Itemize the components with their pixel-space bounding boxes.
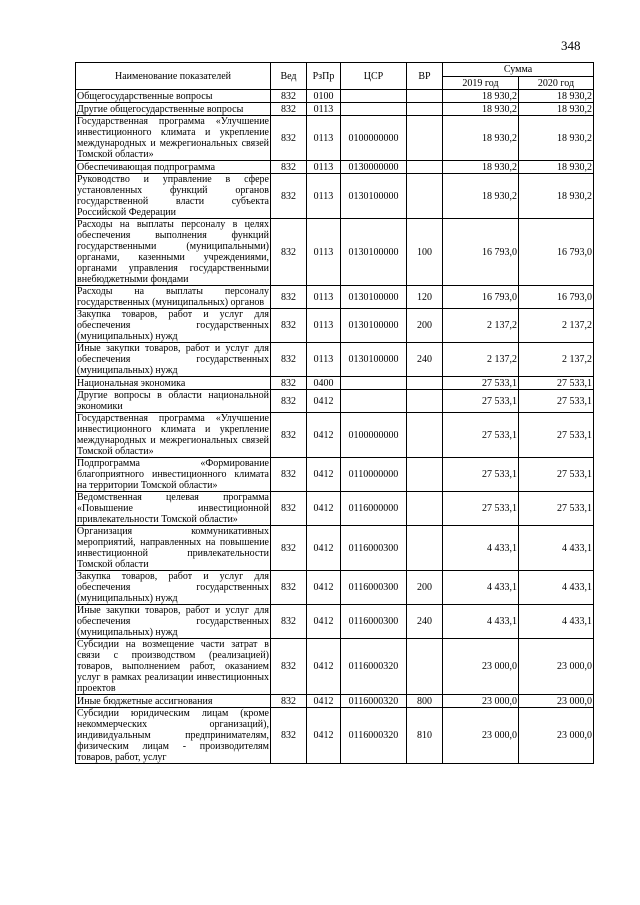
table-cell-csr: 0116000300 [341, 526, 407, 571]
table-cell-vr [407, 174, 443, 219]
table-cell-rzpr: 0113 [307, 174, 341, 219]
table-row [76, 103, 594, 116]
table-cell-2020: 27 533,1 [519, 413, 594, 458]
table-cell-vr: 810 [407, 708, 443, 764]
table-cell-csr [341, 377, 407, 390]
table-cell-2019: 2 137,2 [443, 343, 519, 377]
header-2020: 2020 год [519, 77, 594, 90]
table-cell-vr [407, 526, 443, 571]
table-cell-csr: 0116000320 [341, 708, 407, 764]
table-cell-ved: 832 [271, 219, 307, 286]
table-cell-csr [341, 90, 407, 103]
table-cell-ved: 832 [271, 161, 307, 174]
table-cell-csr: 0116000320 [341, 695, 407, 708]
table-cell-csr: 0110000000 [341, 458, 407, 492]
table-cell-name: Ведомственная целевая программа «Повышение инвестиционной привлекательности Томской области» [77, 492, 269, 525]
table-cell-ved: 832 [271, 390, 307, 413]
table-cell-csr: 0130100000 [341, 343, 407, 377]
table-row [76, 695, 594, 708]
table-row [76, 219, 594, 286]
table-cell-name: Национальная экономика [76, 377, 271, 390]
table-cell-ved: 832 [271, 343, 307, 377]
table-cell-2019: 18 930,2 [443, 116, 519, 161]
table-cell-2019: 23 000,0 [443, 639, 519, 695]
table-cell-rzpr: 0113 [307, 116, 341, 161]
table-cell-vr [407, 492, 443, 526]
table-row [76, 286, 594, 309]
table-cell-ved: 832 [271, 116, 307, 161]
table-cell-rzpr: 0412 [307, 458, 341, 492]
table-cell-2020: 18 930,2 [519, 90, 594, 103]
table-cell-2019: 27 533,1 [443, 458, 519, 492]
table-cell-ved: 832 [271, 571, 307, 605]
table-cell-2020: 27 533,1 [519, 492, 594, 526]
table-cell-csr: 0130100000 [341, 174, 407, 219]
table-row [76, 526, 594, 571]
table-cell-name: Организация коммуникативных мероприятий, направленных на повышение инвестиционной привлекательности Томской области [77, 526, 269, 570]
table-cell-2019: 18 930,2 [443, 174, 519, 219]
table-cell-ved: 832 [271, 708, 307, 764]
table-cell-rzpr: 0113 [307, 343, 341, 377]
table-cell-vr [407, 413, 443, 458]
table-cell-csr: 0100000000 [341, 116, 407, 161]
table-cell-2020: 23 000,0 [519, 695, 594, 708]
table-cell-vr: 240 [407, 343, 443, 377]
table-cell-ved: 832 [271, 492, 307, 526]
table-cell-csr: 0116000000 [341, 492, 407, 526]
table-cell-vr [407, 390, 443, 413]
table-cell-2020: 4 433,1 [519, 571, 594, 605]
table-cell-name: Иные бюджетные ассигнования [76, 695, 271, 708]
table-cell-2020: 16 793,0 [519, 286, 594, 309]
table-cell-rzpr: 0412 [307, 526, 341, 571]
table-cell-csr: 0130100000 [341, 286, 407, 309]
table-cell-2019: 27 533,1 [443, 492, 519, 526]
table-cell-name: Расходы на выплаты персоналу в целях обеспечения выполнения функций государственными (муниципальными) органами, казенными учреждениями, органами управления государственными внебюджетными фондами [77, 219, 269, 285]
table-row [76, 708, 594, 764]
budget-table [75, 62, 594, 764]
table-cell-rzpr: 0113 [307, 161, 341, 174]
table-row [76, 458, 594, 492]
table-cell-2019: 27 533,1 [443, 377, 519, 390]
table-cell-2020: 23 000,0 [519, 639, 594, 695]
table-cell-2019: 18 930,2 [443, 90, 519, 103]
table-cell-rzpr: 0113 [307, 103, 341, 116]
table-cell-2019: 23 000,0 [443, 708, 519, 764]
table-cell-rzpr: 0113 [307, 286, 341, 309]
table-cell-ved: 832 [271, 103, 307, 116]
table-row [76, 390, 594, 413]
table-cell-rzpr: 0412 [307, 639, 341, 695]
table-row [76, 639, 594, 695]
table-cell-ved: 832 [271, 90, 307, 103]
table-cell-2020: 4 433,1 [519, 605, 594, 639]
table-cell-ved: 832 [271, 377, 307, 390]
table-cell-name: Другие общегосударственные вопросы [76, 103, 271, 116]
table-cell-csr: 0130100000 [341, 309, 407, 343]
table-cell-ved: 832 [271, 526, 307, 571]
table-cell-rzpr: 0412 [307, 390, 341, 413]
header-sum: Сумма [443, 63, 594, 77]
table-cell-name: Субсидии юридическим лицам (кроме некоммерческих организаций), индивидуальным предпринимателям, физическим лицам - производителям товаров, работ, услуг [77, 708, 269, 763]
table-cell-vr [407, 103, 443, 116]
table-cell-name: Субсидии на возмещение части затрат в связи с производством (реализацией) товаров, выполнением работ, оказанием услуг в рамках реализации инвестиционных проектов [77, 639, 269, 694]
table-row [76, 413, 594, 458]
table-row [76, 492, 594, 526]
page-number: 348 [561, 38, 581, 53]
table-cell-2020: 27 533,1 [519, 390, 594, 413]
table-cell-csr: 0100000000 [341, 413, 407, 458]
header-name: Наименование показателей [76, 63, 271, 90]
table-cell-vr [407, 377, 443, 390]
table-row [76, 161, 594, 174]
table-cell-ved: 832 [271, 639, 307, 695]
table-cell-name: Государственная программа «Улучшение инвестиционного климата и укрепление международных и межрегиональных связей Томской области» [77, 413, 269, 457]
table-cell-ved: 832 [271, 605, 307, 639]
header-csr: ЦСР [341, 63, 407, 90]
table-cell-vr [407, 90, 443, 103]
table-row [76, 174, 594, 219]
table-cell-vr: 100 [407, 219, 443, 286]
table-cell-csr [341, 103, 407, 116]
table-cell-rzpr: 0412 [307, 492, 341, 526]
table-cell-2019: 27 533,1 [443, 390, 519, 413]
table-row [76, 377, 594, 390]
table-cell-vr: 240 [407, 605, 443, 639]
table-cell-name: Подпрограмма «Формирование благоприятного инвестиционного климата на территории Томской области» [77, 458, 269, 491]
header-2019: 2019 год [443, 77, 519, 90]
table-cell-vr: 800 [407, 695, 443, 708]
table-cell-2020: 18 930,2 [519, 103, 594, 116]
table-cell-vr [407, 639, 443, 695]
table-cell-2020: 23 000,0 [519, 708, 594, 764]
table-cell-2020: 2 137,2 [519, 309, 594, 343]
table-cell-ved: 832 [271, 413, 307, 458]
table-row [76, 90, 594, 103]
table-cell-name: Закупка товаров, работ и услуг для обеспечения государственных (муниципальных) нужд [77, 571, 269, 604]
table-cell-vr [407, 161, 443, 174]
table-cell-csr: 0116000320 [341, 639, 407, 695]
table-cell-2019: 4 433,1 [443, 605, 519, 639]
table-cell-2019: 4 433,1 [443, 526, 519, 571]
table-cell-csr: 0116000300 [341, 571, 407, 605]
table-cell-rzpr: 0412 [307, 605, 341, 639]
header-vr: ВР [407, 63, 443, 90]
header-ved: Вед [271, 63, 307, 90]
table-row [76, 116, 594, 161]
table-cell-vr: 200 [407, 571, 443, 605]
table-cell-2020: 16 793,0 [519, 219, 594, 286]
table-row [76, 605, 594, 639]
table-cell-rzpr: 0412 [307, 413, 341, 458]
table-cell-name: Государственная программа «Улучшение инвестиционного климата и укрепление международных и межрегиональных связей Томской области» [77, 116, 269, 160]
table-cell-2020: 18 930,2 [519, 161, 594, 174]
table-cell-2020: 2 137,2 [519, 343, 594, 377]
table-cell-vr [407, 116, 443, 161]
table-cell-ved: 832 [271, 286, 307, 309]
table-row [76, 343, 594, 377]
table-cell-csr: 0130100000 [341, 219, 407, 286]
table-cell-vr: 200 [407, 309, 443, 343]
table-cell-ved: 832 [271, 174, 307, 219]
table-cell-rzpr: 0412 [307, 708, 341, 764]
table-cell-rzpr: 0412 [307, 695, 341, 708]
table-cell-2019: 23 000,0 [443, 695, 519, 708]
header-rzpr: РзПр [307, 63, 341, 90]
table-cell-2020: 18 930,2 [519, 174, 594, 219]
table-cell-2019: 18 930,2 [443, 161, 519, 174]
table-cell-name: Иные закупки товаров, работ и услуг для обеспечения государственных (муниципальных) нужд [77, 605, 269, 638]
table-cell-2019: 16 793,0 [443, 286, 519, 309]
table-cell-2019: 2 137,2 [443, 309, 519, 343]
table-cell-ved: 832 [271, 458, 307, 492]
table-cell-name: Расходы на выплаты персоналу государственных (муниципальных) органов [77, 286, 269, 308]
table-cell-2020: 27 533,1 [519, 377, 594, 390]
table-cell-name: Закупка товаров, работ и услуг для обеспечения государственных (муниципальных) нужд [77, 309, 269, 342]
table-cell-2019: 27 533,1 [443, 413, 519, 458]
table-cell-vr [407, 458, 443, 492]
table-cell-csr [341, 390, 407, 413]
table-cell-rzpr: 0412 [307, 571, 341, 605]
table-row [76, 309, 594, 343]
table-cell-rzpr: 0100 [307, 90, 341, 103]
table-cell-rzpr: 0400 [307, 377, 341, 390]
table-row [76, 571, 594, 605]
table-cell-csr: 0130000000 [341, 161, 407, 174]
table-cell-ved: 832 [271, 309, 307, 343]
table-cell-vr: 120 [407, 286, 443, 309]
table-cell-csr: 0116000300 [341, 605, 407, 639]
table-cell-ved: 832 [271, 695, 307, 708]
table-cell-2019: 4 433,1 [443, 571, 519, 605]
table-cell-name: Обеспечивающая подпрограмма [76, 161, 271, 174]
table-cell-2019: 16 793,0 [443, 219, 519, 286]
table-cell-2020: 4 433,1 [519, 526, 594, 571]
table-cell-2019: 18 930,2 [443, 103, 519, 116]
table-cell-rzpr: 0113 [307, 219, 341, 286]
table-cell-name: Другие вопросы в области национальной экономики [77, 390, 269, 412]
table-cell-name: Общегосударственные вопросы [76, 90, 271, 103]
table-cell-name: Руководство и управление в сфере установленных функций органов государственной власти субъекта Российской Федерации [77, 174, 269, 218]
table-cell-name: Иные закупки товаров, работ и услуг для обеспечения государственных (муниципальных) нужд [77, 343, 269, 376]
table-cell-rzpr: 0113 [307, 309, 341, 343]
table-cell-2020: 27 533,1 [519, 458, 594, 492]
table-cell-2020: 18 930,2 [519, 116, 594, 161]
